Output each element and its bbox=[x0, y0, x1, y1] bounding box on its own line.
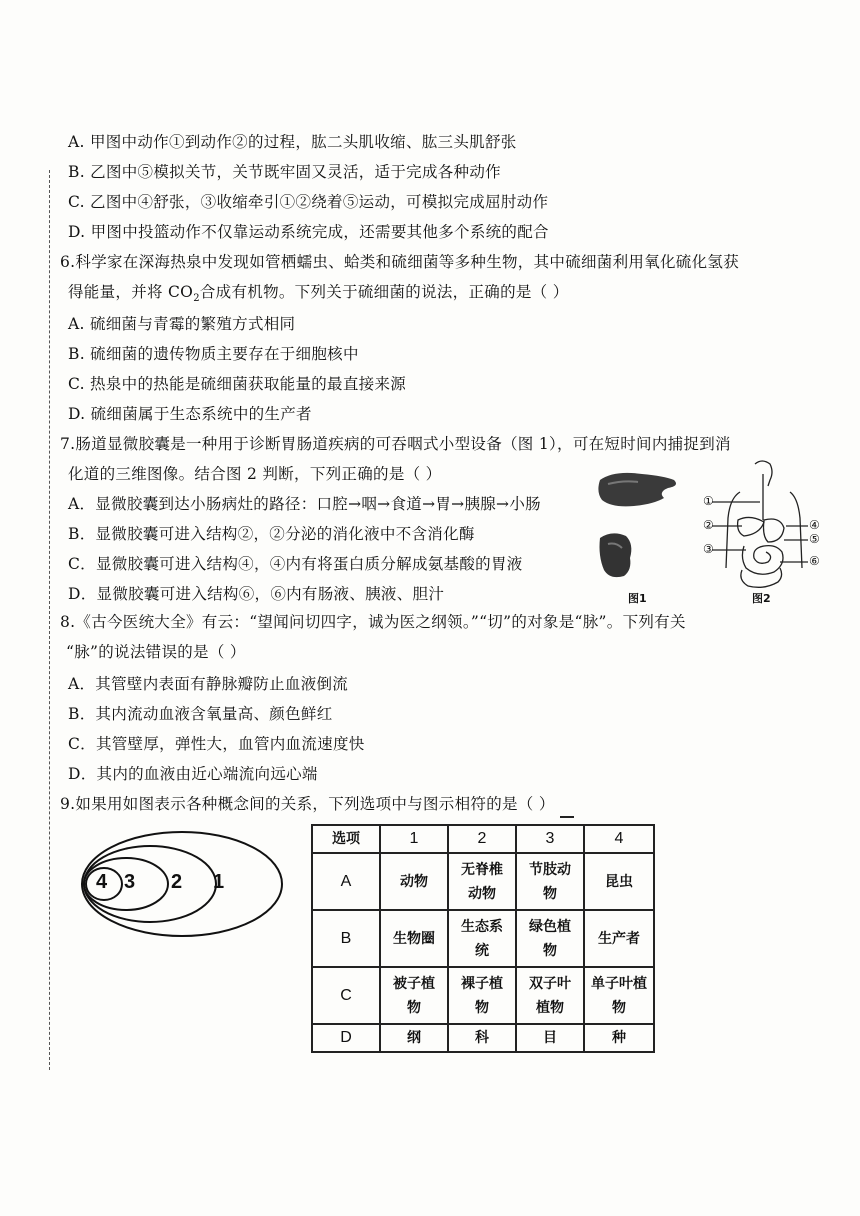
organ-label-3: ③ bbox=[703, 542, 714, 556]
q9-stem: 9.如果用如图表示各种概念间的关系，下列选项中与图示相符的是（ ） bbox=[60, 795, 555, 813]
table-cell: 生产者 bbox=[584, 910, 654, 967]
header-cell: 2 bbox=[448, 825, 516, 853]
binding-margin-line bbox=[49, 170, 50, 1070]
q5-option-c: C. 乙图中④舒张，③收缩牵引①②绕着⑤运动，可模拟完成屈肘动作 bbox=[68, 193, 549, 211]
organ-label-1: ① bbox=[703, 494, 714, 508]
capsule-photo-figure bbox=[594, 466, 684, 596]
table-row bbox=[312, 967, 654, 1024]
table-cell: 生态系 统 bbox=[448, 910, 516, 967]
table-row bbox=[312, 853, 654, 910]
digestive-system-figure bbox=[700, 458, 820, 608]
table-row bbox=[312, 910, 654, 967]
q8-option-d: D．其内的血液由近心端流向远心端 bbox=[68, 765, 318, 783]
table-cell: C bbox=[312, 967, 380, 1024]
table-cell: 单子叶植 物 bbox=[584, 967, 654, 1024]
organ-label-4: ④ bbox=[809, 518, 820, 532]
organ-label-2: ② bbox=[703, 518, 714, 532]
q8-option-a: A．其管壁内表面有静脉瓣防止血液倒流 bbox=[68, 675, 349, 693]
q8-stem-line2: “脉”的说法错误的是（ ） bbox=[66, 643, 246, 661]
q8-option-b: B．其内流动血液含氧量高、颜色鲜红 bbox=[68, 705, 333, 723]
nested-ellipses-diagram bbox=[78, 828, 288, 940]
q8-stem-line1: 8.《古今医统大全》有云：“望闻问切四字，诚为医之纲领。”“切”的对象是“脉”。下列有关 bbox=[60, 613, 686, 631]
q7-stem-line1: 7.肠道显微胶囊是一种用于诊断胃肠道疾病的可吞咽式小型设备（图 1），可在短时间内捕捉到消 bbox=[60, 435, 731, 453]
q7-option-d: D．显微胶囊可进入结构⑥，⑥内有肠液、胰液、胆汁 bbox=[68, 585, 445, 603]
q6-option-d: D. 硫细菌属于生态系统中的生产者 bbox=[68, 405, 312, 423]
table-header-row bbox=[312, 825, 654, 853]
q6-stem-line1: 6.科学家在深海热泉中发现如管栖蠕虫、蛤类和硫细菌等多种生物，其中硫细菌利用氧化硫化氢获 bbox=[60, 253, 739, 271]
table-cell: B bbox=[312, 910, 380, 967]
q8-option-c: C．其管壁厚，弹性大，血管内血流速度快 bbox=[68, 735, 365, 753]
table-cell: 动物 bbox=[380, 853, 448, 910]
q6-option-c: C. 热泉中的热能是硫细菌获取能量的最直接来源 bbox=[68, 375, 407, 393]
organ-label-6: ⑥ bbox=[809, 554, 820, 568]
table-row bbox=[312, 1024, 654, 1052]
q9-options-table bbox=[311, 824, 655, 1053]
table-cell: 昆虫 bbox=[584, 853, 654, 910]
table-cell: 绿色植 物 bbox=[516, 910, 584, 967]
ellipse-label-1: 1 bbox=[213, 871, 225, 893]
table-cell: D bbox=[312, 1024, 380, 1052]
q6-option-b: B. 硫细菌的遗传物质主要存在于细胞核中 bbox=[68, 345, 359, 363]
header-cell: 4 bbox=[584, 825, 654, 853]
q7-stem-line2: 化道的三维图像。结合图 2 判断，下列正确的是（ ） bbox=[68, 465, 442, 483]
ellipse-label-3: 3 bbox=[124, 871, 136, 893]
table-cell: 科 bbox=[448, 1024, 516, 1052]
table-cell: 裸子植 物 bbox=[448, 967, 516, 1024]
ellipse-label-2: 2 bbox=[171, 871, 183, 893]
table-cell: 纲 bbox=[380, 1024, 448, 1052]
fig2-caption: 图2 bbox=[752, 592, 771, 605]
fig1-caption: 图1 bbox=[628, 592, 647, 605]
table-top-mark bbox=[560, 816, 574, 818]
ellipse-label-4: 4 bbox=[96, 871, 108, 893]
table-cell: 被子植 物 bbox=[380, 967, 448, 1024]
q5-option-a: A. 甲图中动作①到动作②的过程，肱二头肌收缩、肱三头肌舒张 bbox=[68, 133, 517, 151]
q5-option-d: D. 甲图中投篮动作不仅靠运动系统完成，还需要其他多个系统的配合 bbox=[68, 223, 549, 241]
table-cell: 双子叶 植物 bbox=[516, 967, 584, 1024]
q5-option-b: B. 乙图中⑤模拟关节，关节既牢固又灵活，适于完成各种动作 bbox=[68, 163, 501, 181]
q6-option-a: A. 硫细菌与青霉的繁殖方式相同 bbox=[68, 315, 296, 333]
header-cell: 3 bbox=[516, 825, 584, 853]
table-cell: 节肢动 物 bbox=[516, 853, 584, 910]
q6-stem-line2: 得能量，并将 $CO_2$合成有机物。下列关于硫细菌的说法，正确的是（ ） bbox=[68, 283, 569, 305]
table-cell: 生物圈 bbox=[380, 910, 448, 967]
q7-option-a: A．显微胶囊到达小肠病灶的路径：口腔→咽→食道→胃→胰腺→小肠 bbox=[68, 495, 541, 513]
table-cell: 目 bbox=[516, 1024, 584, 1052]
header-cell: 选项 bbox=[312, 825, 380, 853]
table-cell: A bbox=[312, 853, 380, 910]
table-cell: 无脊椎 动物 bbox=[448, 853, 516, 910]
table-cell: 种 bbox=[584, 1024, 654, 1052]
organ-label-5: ⑤ bbox=[809, 532, 820, 546]
q7-option-b: B．显微胶囊可进入结构②，②分泌的消化液中不含消化酶 bbox=[68, 525, 475, 543]
header-cell: 1 bbox=[380, 825, 448, 853]
q7-option-c: C．显微胶囊可进入结构④，④内有将蛋白质分解成氨基酸的胃液 bbox=[68, 555, 523, 573]
